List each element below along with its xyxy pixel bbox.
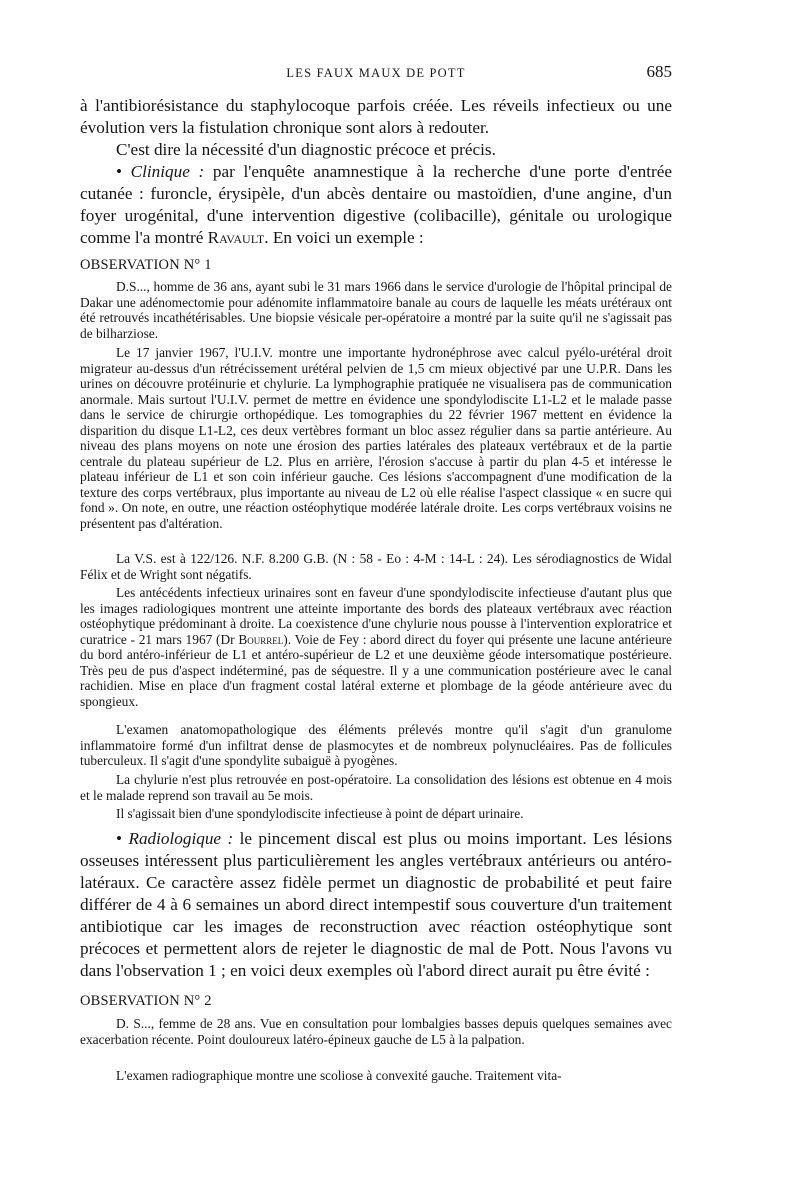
- radiologique-text: le pincement discal est plus ou moins important. Les lésions osseuses intéressent plus particulièrement les angles vertébraux antérieurs ou antéro-latéraux. Ce caractère assez fidèle permet un diagnostic de probabilité et peut faire différer de 4 à 6 semaines un abord direct intempestif sous couverture d'un traitement antibiotique car les images de reconstruction avec réaction ostéophytique sont précoces et permettent alors de rejeter le diagnostic de mal de Pott. Nous l'avons vu dans l'observation 1 ; en voici deux exemples où l'abord direct aurait pu être évité :: [80, 829, 673, 980]
- intro-paragraph: à l'antibiorésistance du staphylocoque parfois créée. Les réveils infectieux ou une évolution vers la fistulation chronique sont alors à redouter.: [80, 96, 672, 137]
- bullet-icon: •: [116, 829, 123, 848]
- observation-1-text-b: ). Voie de Fey : abord direct du foyer qui présente une lacune antérieure du bord antéro-inférieur de L1 et antéro-supérieur de L2 et une deuxième géode intersomatique postérieure. Très peu de pus d'aspect indéterminé, pas de séquestre. Il y a une communication postérieure avec le canal rachidien. Mise en place d'un fragment costal latéral externe et plombage de la géode antérieure avec du spongieux.: [80, 631, 672, 709]
- observation-2-heading: OBSERVATION N° 2: [80, 993, 212, 1009]
- surgeon-name: Bourrel: [238, 631, 284, 647]
- intro-statement: C'est dire la nécessité d'un diagnostic précoce et précis.: [116, 140, 496, 159]
- radiologique-label: Radiologique :: [128, 829, 234, 848]
- observation-1-conclusion: Il s'agissait bien d'une spondylodiscite infectieuse à point de départ urinaire.: [116, 806, 524, 821]
- page-number: 685: [646, 62, 672, 81]
- observation-1-paragraph-2: Le 17 janvier 1967, l'U.I.V. montre une importante hydronéphrose avec calcul pyélo-urétéral droit migrateur au-dessus d'un rétrécissement urétéral pelvien de 1,5 cm mieux objectivé par une U.P.R. Dans les urines on découvre protéinurie et chylurie. La lymphographie pratiquée ne visualisera pas de communication anormale. Mais surtout l'U.I.V. permet de mettre en évidence une spondylodiscite L1-L2 et le malade passe dans le service de chirurgie orthopédique. Les tomographies du 22 février 1967 mettent en évidence la disparition du disque L1-L2, ces deux vertèbres formant un bloc assez régulier dans sa partie antérieure. Au niveau des plans moyens on note une érosion des parties latérales des plateaux vertébraux et de la partie centrale du plateau supérieur de L2. Plus en arrière, l'érosion s'accuse à partir du plan 4-5 et intéresse le plateau inférieur de L1 et son coin inférieur gauche. Ces lésions s'accompagnent d'une modification de la texture des corps vertébraux, plus importante au niveau de L2 où elle réalise l'aspect classique « en sucre qui fond ». On note, en outre, une réaction ostéophytique modérée latérale droite. Les corps vertébraux voisins ne présentent pas d'altération.: [80, 345, 672, 531]
- author-name: Ravault: [207, 228, 265, 247]
- running-head: LES FAUX MAUX DE POTT: [286, 66, 466, 80]
- observation-1-paragraph-6: La chylurie n'est plus retrouvée en post-opératoire. La consolidation des lésions est obtenue en 4 mois et le malade reprend son travail au 5e mois.: [80, 772, 672, 803]
- bullet-icon: •: [116, 162, 123, 181]
- observation-2-paragraph-1: D. S..., femme de 28 ans. Vue en consultation pour lombalgies basses depuis quelques semaines avec exacerbation récente. Point douloureux latéro-épineux gauche de L5 à la palpation.: [80, 1016, 672, 1047]
- clinique-paragraph: [80, 161, 672, 249]
- observation-1-paragraph-3: La V.S. est à 122/126. N.F. 8.200 G.B. (N : 58 - Eo : 4-M : 14-L : 24). Les sérodiagnostics de Widal Félix et de Wright sont négatifs.: [80, 551, 672, 582]
- observation-1-paragraph-5: L'examen anatomopathologique des éléments prélevés montre qu'il s'agit d'un granulome inflammatoire formé d'un infiltrat dense de plasmocytes et de nombreux polynucléaires. Pas de follicules tuberculeux. Il s'agit d'une spondylite subaiguë à pyogènes.: [80, 722, 672, 768]
- radiologique-paragraph: [80, 828, 672, 982]
- clinique-text: par l'enquête anamnestique à la recherche d'une porte d'entrée cutanée : furoncle, érysipèle, d'un abcès dentaire ou mastoïdien, d'une angine, d'un foyer urogénital, d'une intervention digestive (colibacille), génitale ou urologique comme l'a montré: [80, 162, 672, 247]
- observation-2-paragraph-2: L'examen radiographique montre une scoliose à convexité gauche. Traitement vita-: [116, 1068, 562, 1083]
- clinique-end: . En voici un exemple :: [264, 228, 424, 247]
- observation-1-paragraph-1: D.S..., homme de 36 ans, ayant subi le 31 mars 1966 dans le service d'urologie de l'hôpital principal de Dakar une adénomectomie pour adénomite inflammatoire banale au cours de laquelle les méats urétéraux ont été retrouvés incathétérisables. Une biopsie vésicale per-opératoire a montré par la suite qu'il ne s'agissait pas de bilharziose.: [80, 279, 672, 341]
- observation-1-text-a: Les antécédents infectieux urinaires sont en faveur d'une spondylodiscite infectieuse d'autant plus que les images radiologiques montrent une atteinte importante des bords des plateaux vertébraux avec réaction ostéophytique prédominant à droite. La coexistence d'une chylurie nous pousse à l'intervention exploratrice et curatrice - 21 mars 1967 (Dr: [80, 585, 672, 647]
- clinique-label: Clinique :: [130, 162, 205, 181]
- page-header: [80, 64, 672, 88]
- observation-1-paragraph-4: [80, 585, 672, 709]
- observation-1-heading: OBSERVATION N° 1: [80, 257, 212, 273]
